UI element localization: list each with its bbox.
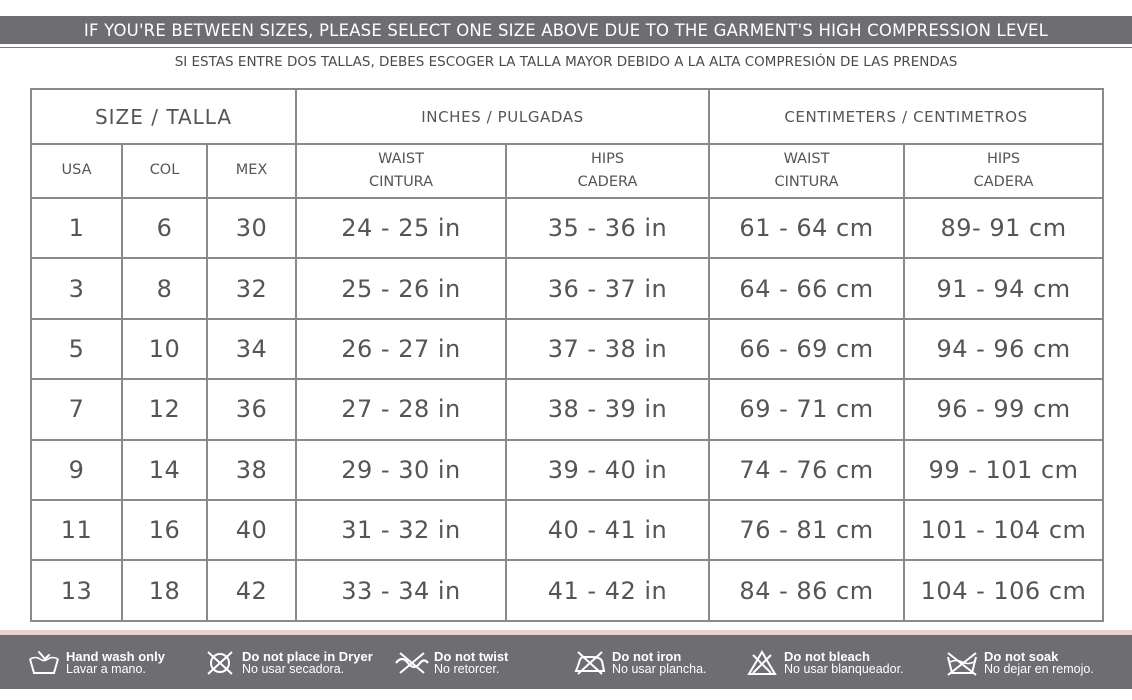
- usa-cell: 13: [31, 560, 122, 620]
- col-cell: 18: [122, 560, 207, 620]
- usa-cell: 5: [31, 319, 122, 379]
- size-chart-table: [30, 88, 1104, 622]
- care-item-hand-wash: [26, 648, 165, 678]
- care-label-en: Do not soak: [984, 649, 1059, 664]
- col-column-header: COL: [122, 144, 207, 198]
- mex-cell: 36: [207, 379, 296, 439]
- care-item-no-soak: [944, 648, 1094, 678]
- compression-notice-es: SI ESTAS ENTRE DOS TALLAS, DEBES ESCOGER LA TALLA MAYOR DEBIDO A LA ALTA COMPRESIÓN DE LAS PRENDAS: [174, 54, 958, 70]
- hips-cm-cell: 94 - 96 cm: [904, 319, 1103, 379]
- waist-inches-header: WAIST CINTURA: [296, 144, 506, 198]
- care-item-no-iron: [572, 648, 707, 678]
- usa-column-header: USA: [31, 144, 122, 198]
- hips-inches-cell: 35 - 36 in: [506, 198, 709, 258]
- waist-inches-cell: 26 - 27 in: [296, 319, 506, 379]
- table-row: [31, 258, 1103, 318]
- usa-cell: 11: [31, 500, 122, 560]
- col-cell: 12: [122, 379, 207, 439]
- waist-cm-cell: 61 - 64 cm: [709, 198, 904, 258]
- col-cell: 6: [122, 198, 207, 258]
- care-label-es: No usar blanqueador.: [784, 662, 904, 676]
- care-label-es: No usar plancha.: [612, 662, 707, 676]
- hips-cm-header: HIPS CADERA: [904, 144, 1103, 198]
- care-label-en: Do not iron: [612, 649, 682, 664]
- care-label-es: No retorcer.: [434, 662, 500, 676]
- mex-cell: 42: [207, 560, 296, 620]
- waist-inches-cell: 29 - 30 in: [296, 440, 506, 500]
- size-group-header: SIZE / TALLA: [31, 89, 296, 144]
- table-row: [31, 500, 1103, 560]
- care-label-en: Do not twist: [434, 649, 509, 664]
- waist-cm-cell: 74 - 76 cm: [709, 440, 904, 500]
- care-item-no-twist: [394, 648, 508, 678]
- care-item-no-dryer: [202, 648, 373, 678]
- waist-inches-cell: 24 - 25 in: [296, 198, 506, 258]
- waist-cm-cell: 84 - 86 cm: [709, 560, 904, 620]
- hand-wash-icon: [26, 649, 62, 677]
- hips-inches-cell: 39 - 40 in: [506, 440, 709, 500]
- waist-cm-cell: 64 - 66 cm: [709, 258, 904, 318]
- waist-cm-cell: 66 - 69 cm: [709, 319, 904, 379]
- waist-inches-cell: 33 - 34 in: [296, 560, 506, 620]
- waist-cm-cell: 76 - 81 cm: [709, 500, 904, 560]
- waist-inches-cell: 31 - 32 in: [296, 500, 506, 560]
- care-item-no-bleach: [744, 648, 904, 678]
- hips-inches-cell: 38 - 39 in: [506, 379, 709, 439]
- mex-column-header: MEX: [207, 144, 296, 198]
- table-row: [31, 198, 1103, 258]
- waist-inches-cell: 27 - 28 in: [296, 379, 506, 439]
- usa-cell: 7: [31, 379, 122, 439]
- care-label-en: Hand wash only: [66, 649, 165, 664]
- mex-cell: 34: [207, 319, 296, 379]
- hips-cm-cell: 101 - 104 cm: [904, 500, 1103, 560]
- no-iron-icon: [572, 649, 608, 677]
- hips-cm-cell: 96 - 99 cm: [904, 379, 1103, 439]
- hips-inches-cell: 36 - 37 in: [506, 258, 709, 318]
- usa-cell: 3: [31, 258, 122, 318]
- col-cell: 8: [122, 258, 207, 318]
- care-label-en: Do not place in Dryer: [242, 649, 373, 664]
- banner-divider: [0, 47, 1132, 48]
- mex-cell: 40: [207, 500, 296, 560]
- col-cell: 14: [122, 440, 207, 500]
- usa-cell: 9: [31, 440, 122, 500]
- table-row: [31, 319, 1103, 379]
- hips-cm-cell: 91 - 94 cm: [904, 258, 1103, 318]
- care-instructions-bar: [0, 635, 1132, 689]
- inches-group-header: INCHES / PULGADAS: [296, 89, 709, 144]
- waist-cm-header: WAIST CINTURA: [709, 144, 904, 198]
- hips-cm-cell: 99 - 101 cm: [904, 440, 1103, 500]
- hips-cm-cell: 89- 91 cm: [904, 198, 1103, 258]
- centimeters-group-header: CENTIMETERS / CENTIMETROS: [709, 89, 1103, 144]
- care-label-es: No usar secadora.: [242, 662, 345, 676]
- col-cell: 16: [122, 500, 207, 560]
- hips-inches-header: HIPS CADERA: [506, 144, 709, 198]
- no-twist-icon: [394, 649, 430, 677]
- no-dryer-icon: [202, 649, 238, 677]
- care-label-es: No dejar en remojo.: [984, 662, 1094, 676]
- table-row: [31, 440, 1103, 500]
- hips-inches-cell: 37 - 38 in: [506, 319, 709, 379]
- no-bleach-icon: [744, 649, 780, 677]
- table-row: [31, 379, 1103, 439]
- mex-cell: 38: [207, 440, 296, 500]
- col-cell: 10: [122, 319, 207, 379]
- care-label-en: Do not bleach: [784, 649, 870, 664]
- hips-cm-cell: 104 - 106 cm: [904, 560, 1103, 620]
- usa-cell: 1: [31, 198, 122, 258]
- hips-inches-cell: 40 - 41 in: [506, 500, 709, 560]
- waist-cm-cell: 69 - 71 cm: [709, 379, 904, 439]
- care-label-es: Lavar a mano.: [66, 662, 146, 676]
- compression-notice-en: IF YOU'RE BETWEEN SIZES, PLEASE SELECT ONE SIZE ABOVE DUE TO THE GARMENT'S HIGH COMPRESSION LEVEL: [0, 16, 1132, 44]
- no-soak-icon: [944, 649, 980, 677]
- mex-cell: 30: [207, 198, 296, 258]
- mex-cell: 32: [207, 258, 296, 318]
- hips-inches-cell: 41 - 42 in: [506, 560, 709, 620]
- table-row: [31, 560, 1103, 620]
- waist-inches-cell: 25 - 26 in: [296, 258, 506, 318]
